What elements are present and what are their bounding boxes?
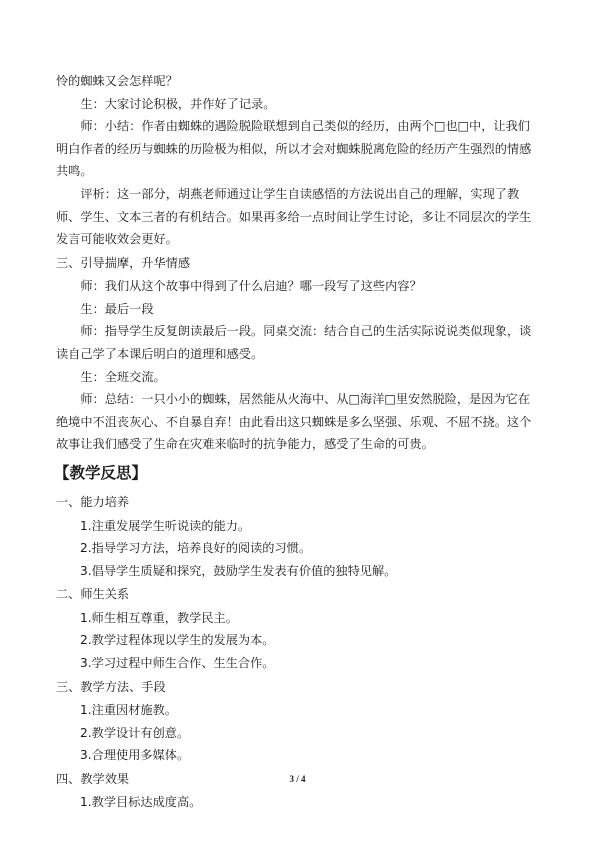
list-item: 2.教学设计有创意。	[80, 725, 190, 740]
list-item: 3.合理使用多媒体。	[80, 748, 190, 763]
list-item: 1.注重因材施教。	[80, 703, 177, 718]
paragraph: 师：指导学生反复朗读最后一段。同桌交流：结合自己的生活实际说说类似现象，谈读自己学了本课后明白的道理和感受。	[56, 324, 532, 362]
section-heading: 三、教学方法、手段	[56, 679, 166, 694]
page-content	[56, 70, 540, 814]
list-item: 3.学习过程中师生合作、生生合作。	[80, 655, 275, 670]
paragraph: 生：全班交流。	[80, 369, 166, 384]
paragraph: 评析：这一部分，胡燕老师通过让学生自读感悟的方法说出自己的理解，实现了教师、学生、文本三者的有机结合。如果再多给一点时间让学生讨论，多让不同层次的学生发言可能收效会更好。	[56, 186, 532, 247]
list-item: 3.倡导学生质疑和探究，鼓励学生发表有价值的独特见解。	[80, 563, 397, 578]
list-item: 2.指导学习方法，培养良好的阅读的习惯。	[80, 541, 312, 556]
list-item: 2.教学过程体现以学生的发展为本。	[80, 633, 275, 648]
section-heading: 一、能力培养	[56, 495, 130, 509]
paragraph: 生：最后一段	[80, 301, 154, 316]
section-heading: 三、引导揣摩，升华情感	[56, 255, 191, 270]
section-heading: 四、教学效果	[56, 771, 130, 786]
page-number: 3 / 4	[289, 774, 306, 784]
paragraph: 怜的蜘蛛又会怎样呢？	[56, 74, 178, 88]
section-heading: 二、师生关系	[56, 587, 130, 602]
reflection-title: 【教学反思】	[54, 464, 148, 482]
list-item: 1.师生相互尊重，教学民主。	[80, 610, 238, 625]
paragraph: 师：小结：作者由蜘蛛的遇险脱险联想到自己类似的经历，由两个□也□中，让我们明白作者的经历与蜘蛛的历险极为相似，所以才会对蜘蛛脱离危险的经历产生强烈的情感共鸣。	[56, 119, 532, 179]
paragraph: 师：我们从这个故事中得到了什么启迪？哪一段写了这些内容？	[80, 279, 422, 294]
list-item: 1.教学目标达成度高。	[80, 795, 202, 810]
list-item: 1.注重发展学生听说读的能力。	[80, 518, 251, 533]
paragraph: 师：总结：一只小小的蜘蛛，居然能从火海中、从□海洋□里安然脱险，是因为它在绝境中不沮丧灰心、不自暴自弃！由此看出这只蜘蛛是多么坚强、乐观、不屈不挠。这个故事让我们感受了生命在灾难来临时的抗争能力，感受了生命的可贵。	[56, 392, 532, 452]
paragraph: 生：大家讨论积极，并作好了记录。	[80, 96, 276, 111]
